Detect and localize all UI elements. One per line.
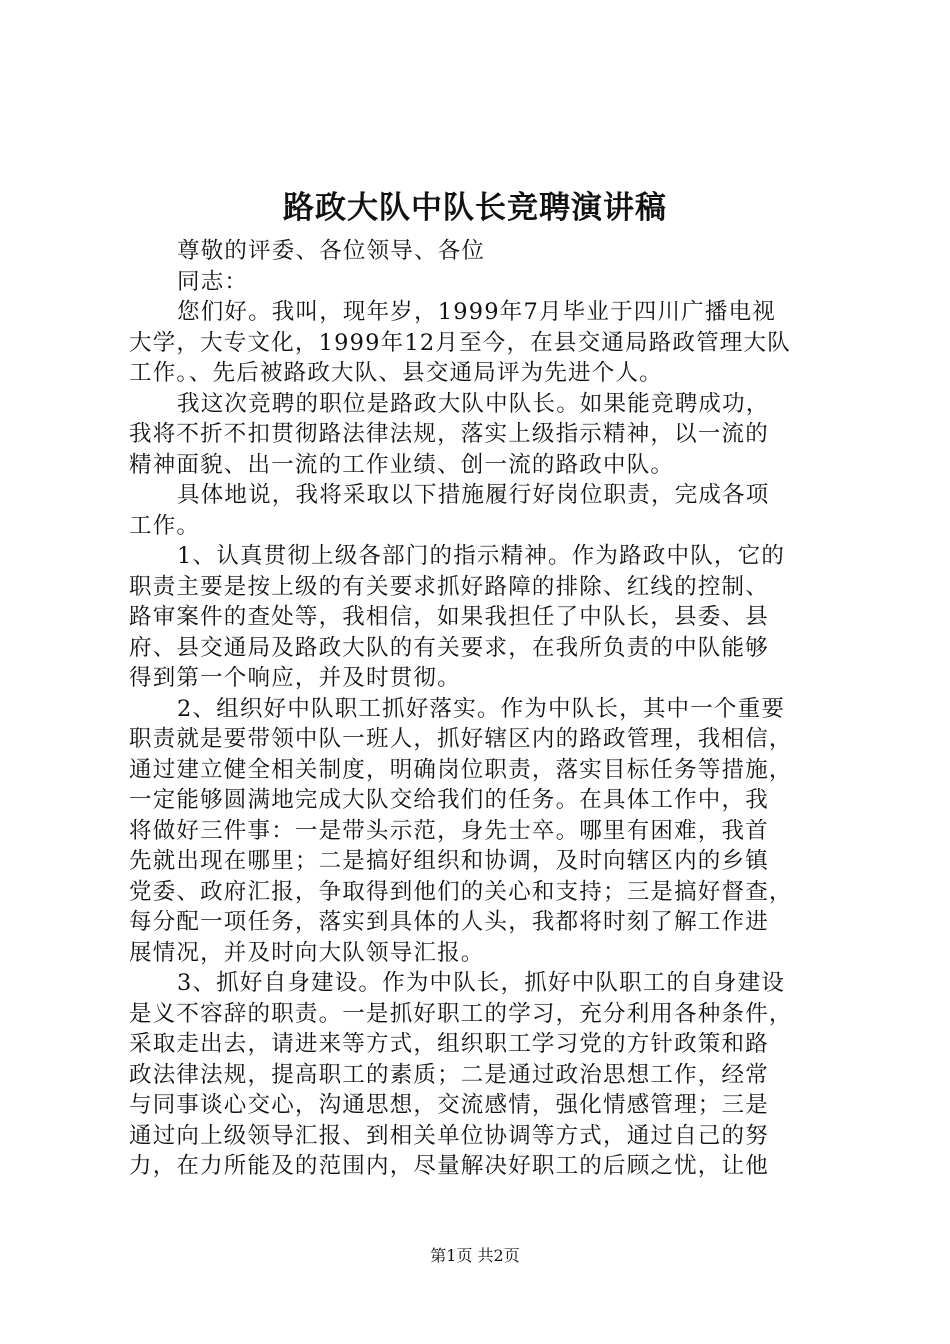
text-line: 先就出现在哪里；二是搞好组织和协调，及时向辖区内的乡镇 (129, 848, 769, 874)
text-line: 尊敬的评委、各位领导、各位 (177, 238, 486, 264)
text-line: 职责主要是按上级的有关要求抓好路障的排除、红线的控制、 (129, 573, 769, 600)
text-line: 同志： (177, 268, 249, 295)
text-line: 府、县交通局及路政大队的有关要求，在我所负责的中队能够 (129, 634, 769, 661)
text-line: 职责就是要带领中队一班人，抓好辖区内的路政管理，我相信， (129, 726, 793, 752)
text-line: 1、认真贯彻上级各部门的指示精神。作为路政中队，它的 (177, 543, 786, 569)
text-line: 一定能够圆满地完成大队交给我们的任务。在具体工作中，我 (129, 787, 769, 813)
text-line: 通过向上级领导汇报、到相关单位协调等方式，通过自己的努 (129, 1122, 769, 1149)
text-line: 3、抓好自身建设。作为中队长，抓好中队职工的自身建设 (177, 970, 786, 996)
text-line: 通过建立健全相关制度，明确岗位职责，落实目标任务等措施， (129, 756, 793, 783)
text-line: 得到第一个响应，并及时贯彻。 (129, 665, 461, 691)
text-line: 具体地说，我将采取以下措施履行好岗位职责，完成各项 (177, 482, 770, 508)
text-line: 力，在力所能及的范围内，尽量解决好职工的后顾之忧，让他 (129, 1153, 769, 1179)
text-line: 2、组织好中队职工抓好落实。作为中队长，其中一个重要 (177, 695, 786, 722)
text-line: 工作。、先后被路政大队、县交通局评为先进个人。 (129, 360, 663, 386)
text-line: 路审案件的查处等，我相信，如果我担任了中队长，县委、县 (129, 604, 769, 630)
text-line: 展情况，并及时向大队领导汇报。 (129, 939, 485, 966)
text-line: 政法律法规，提高职工的素质；二是通过政治思想工作，经常 (129, 1061, 769, 1088)
text-line: 与同事谈心交心，沟通思想，交流感情，强化情感管理；三是 (129, 1092, 769, 1118)
text-line: 您们好。我叫，现年岁，1999年7月毕业于四川广播电视 (177, 299, 776, 325)
text-line: 工作。 (129, 512, 201, 539)
page-footer: 第1页 共2页 (430, 1246, 520, 1265)
document-body (129, 236, 834, 1182)
text-line: 精神面貌、出一流的工作业绩、创一流的路政中队。 (129, 451, 675, 478)
text-line: 是义不容辞的职责。一是抓好职工的学习，充分利用各种条件， (129, 1000, 793, 1027)
document-title: 路政大队中队长竞聘演讲稿 (283, 190, 667, 226)
text-line: 采取走出去，请进来等方式，组织职工学习党的方针政策和路 (129, 1031, 769, 1057)
text-line: 大学，大专文化，1999年12月至今，在县交通局路政管理大队 (129, 329, 791, 356)
text-line: 将做好三件事：一是带头示范，身先士卒。哪里有困难，我首 (129, 817, 769, 844)
text-line: 我将不折不扣贯彻路法律法规，落实上级指示精神，以一流的 (129, 421, 769, 447)
text-line: 党委、政府汇报，争取得到他们的关心和支持；三是搞好督查， (129, 878, 793, 905)
text-line: 我这次竞聘的职位是路政大队中队长。如果能竞聘成功， (177, 390, 770, 417)
text-line: 每分配一项任务，落实到具体的人头，我都将时刻了解工作进 (129, 909, 769, 935)
